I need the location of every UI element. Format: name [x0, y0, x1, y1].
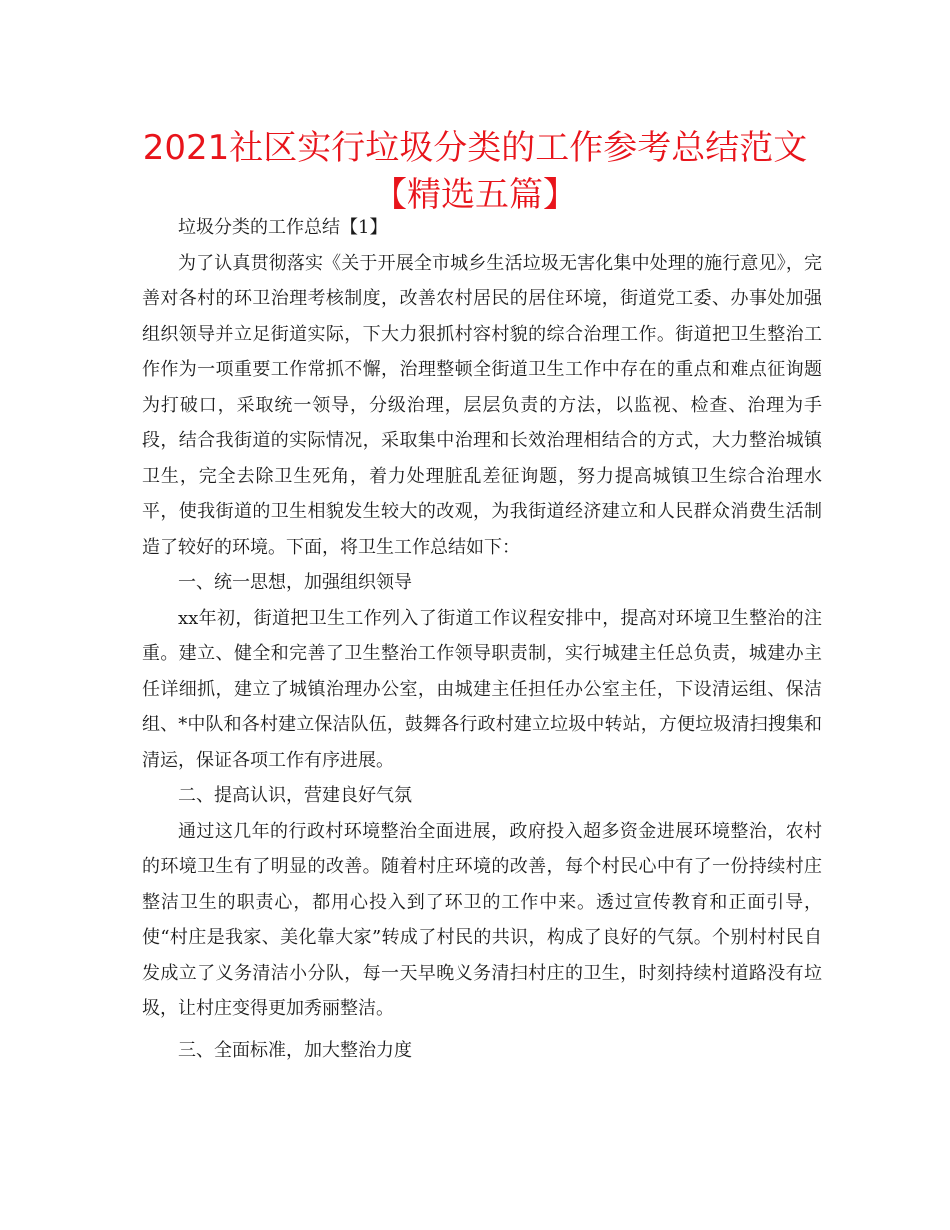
document-title-line2: 【精选五篇】 — [373, 175, 577, 215]
section-heading: 垃圾分类的工作总结【1】 — [178, 217, 388, 238]
document-title-line1: 2021社区实行垃圾分类的工作参考总结范文 — [142, 128, 808, 168]
document-body — [142, 210, 822, 1068]
section-heading: 二、提高认识，营建良好气氛 — [178, 785, 412, 806]
section-heading: 三、全面标准，加大整治力度 — [178, 1039, 412, 1061]
body-paragraph: 为了认真贯彻落实《关于开展全市城乡生活垃圾无害化集中处理的施行意见》，完善对各村的环卫治理考核制度，改善农村居民的居住环境，街道党工委、办事处加强组织领导并立足街道实际，下大力狠抓村容村貌的综合治理工作。街道把卫生整治工作作为一项重要工作常抓不懈，治理整顿全街道卫生工作中存在的重点和难点征询题为打破口，采取统一领导，分级治理，层层负责的方法，以监视、检查、治理为手段，结合我街道的实际情况，采取集中治理和长效治理相结合的方式，大力整治城镇卫生，完全去除卫生死角，着力处理脏乱差征询题，努力提高城镇卫生综合治理水平，使我街道的卫生相貌发生较大的改观，为我街道经济建立和人民群众消费生活制造了较好的环境。下面，将卫生工作总结如下： — [142, 252, 822, 558]
body-paragraph: xx年初，街道把卫生工作列入了街道工作议程安排中，提高对环境卫生整治的注重。建立、健全和完善了卫生整治工作领导职责制，实行城建主任总负责，城建办主任详细抓，建立了城镇治理办公室，由城建主任担任办公室主任，下设清运组、保洁组、*中队和各村建立保洁队伍，鼓舞各行政村建立垃圾中转站，方便垃圾清扫搜集和清运，保证各项工作有序进展。 — [142, 607, 822, 771]
section-heading: 一、统一思想，加强组织领导 — [178, 572, 412, 593]
body-paragraph: 通过这几年的行政村环境整治全面进展，政府投入超多资金进展环境整治，农村的环境卫生有了明显的改善。随着村庄环境的改善，每个村民心中有了一份持续村庄整洁卫生的职责心，都用心投入到了环卫的工作中来。透过宣传教育和正面引导，使“村庄是我家、美化靠大家”转成了村民的共识，构成了良好的气氛。个别村村民自发成立了义务清洁小分队，每一天早晚义务清扫村庄的卫生，时刻持续村道路没有垃圾，让村庄变得更加秀丽整洁。 — [142, 820, 822, 1019]
